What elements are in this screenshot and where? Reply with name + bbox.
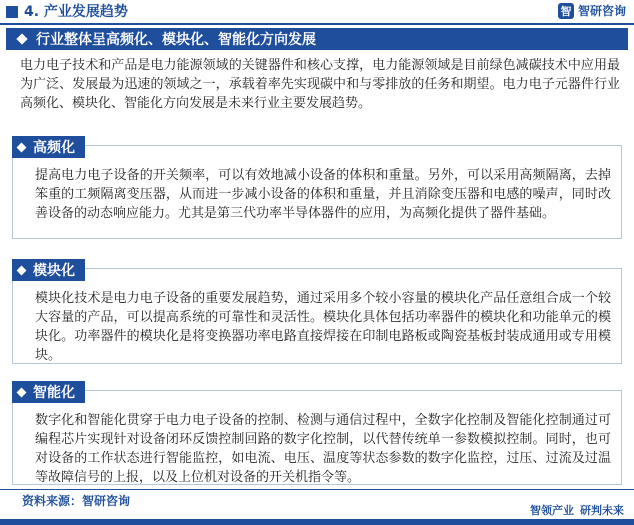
section-label (12, 259, 85, 281)
diamond-icon (17, 387, 27, 397)
intro-paragraph: 电力电子技术和产品是电力能源领域的关键器件和核心支撑，电力能源领域是目前绿色减碳技术中应用最为广泛、发展最为迅速的领域之一，承载着率先实现碳中和与零排放的任务和期望。电力电子元器件行业高频化、模块化、智能化方向发展是未来行业主要发展趋势。 (20, 58, 620, 111)
page-header (0, 0, 634, 26)
footer-bar (0, 519, 634, 525)
footer-slogan-left: 智领产业 (530, 504, 574, 517)
section-label (12, 136, 85, 158)
section-body: 数字化和智能化贯穿于电力电子设备的控制、检测与通信过程中，全数字化控制及智能化控制通过可编程芯片实现针对设备闭环反馈控制回路的数字化控制，以代替传统单一参数模拟控制。同时，也可对设备的工作状态进行智能监控，如电流、电压、温度等状态参数的数字化监控，过压、过流及过温等故障信号的上报，以及上位机对设备的开关机指令等。 (35, 413, 611, 485)
section-label (12, 381, 85, 403)
main-banner-title: 行业整体呈高频化、模块化、智能化方向发展 (36, 32, 316, 48)
page-title: 4. 产业发展趋势 (24, 4, 128, 20)
diamond-icon (17, 142, 27, 152)
header-rule (0, 23, 634, 25)
section-title: 智能化 (33, 385, 75, 401)
section-modular (12, 263, 622, 364)
section-title: 高频化 (33, 140, 75, 156)
section-body: 模块化技术是电力电子设备的重要发展趋势，通过采用多个较小容量的模块化产品任意组合成一个较大容量的产品，可以提高系统的可靠性和灵活性。模块化具体包括功率器件的模块化和功能单元的模块化。功率器件的模块化是将变换器功率电路直接焊接在印制电路板或陶瓷基板封装成通用或专用模块。 (35, 291, 611, 363)
section-intelligent (12, 385, 622, 485)
brand-logo-icon: 智 (558, 3, 574, 19)
data-source: 资料来源：智研咨询 (22, 494, 131, 508)
footer-slogan-right: 研判未来 (580, 504, 624, 517)
header-marker (6, 6, 18, 18)
diamond-icon (16, 33, 27, 44)
section-body: 提高电力电子设备的开关频率，可以有效地减小设备的体积和重量。另外，可以采用高频隔离，去掉笨重的工频隔离变压器，从而进一步减小设备的体积和重量，并且消除变压器和电感的噪声，同时改善设备的动态响应能力。尤其是第三代功率半导体器件的应用，为高频化提供了器件基础。 (35, 168, 611, 221)
footer-rule (0, 489, 634, 490)
section-title: 模块化 (33, 263, 75, 279)
section-high-frequency (12, 140, 622, 239)
main-banner (6, 28, 628, 50)
diamond-icon (17, 265, 27, 275)
brand-logo-text: 智研咨询 (577, 4, 626, 18)
footer-slogan (530, 502, 624, 518)
brand-logo (558, 2, 626, 19)
